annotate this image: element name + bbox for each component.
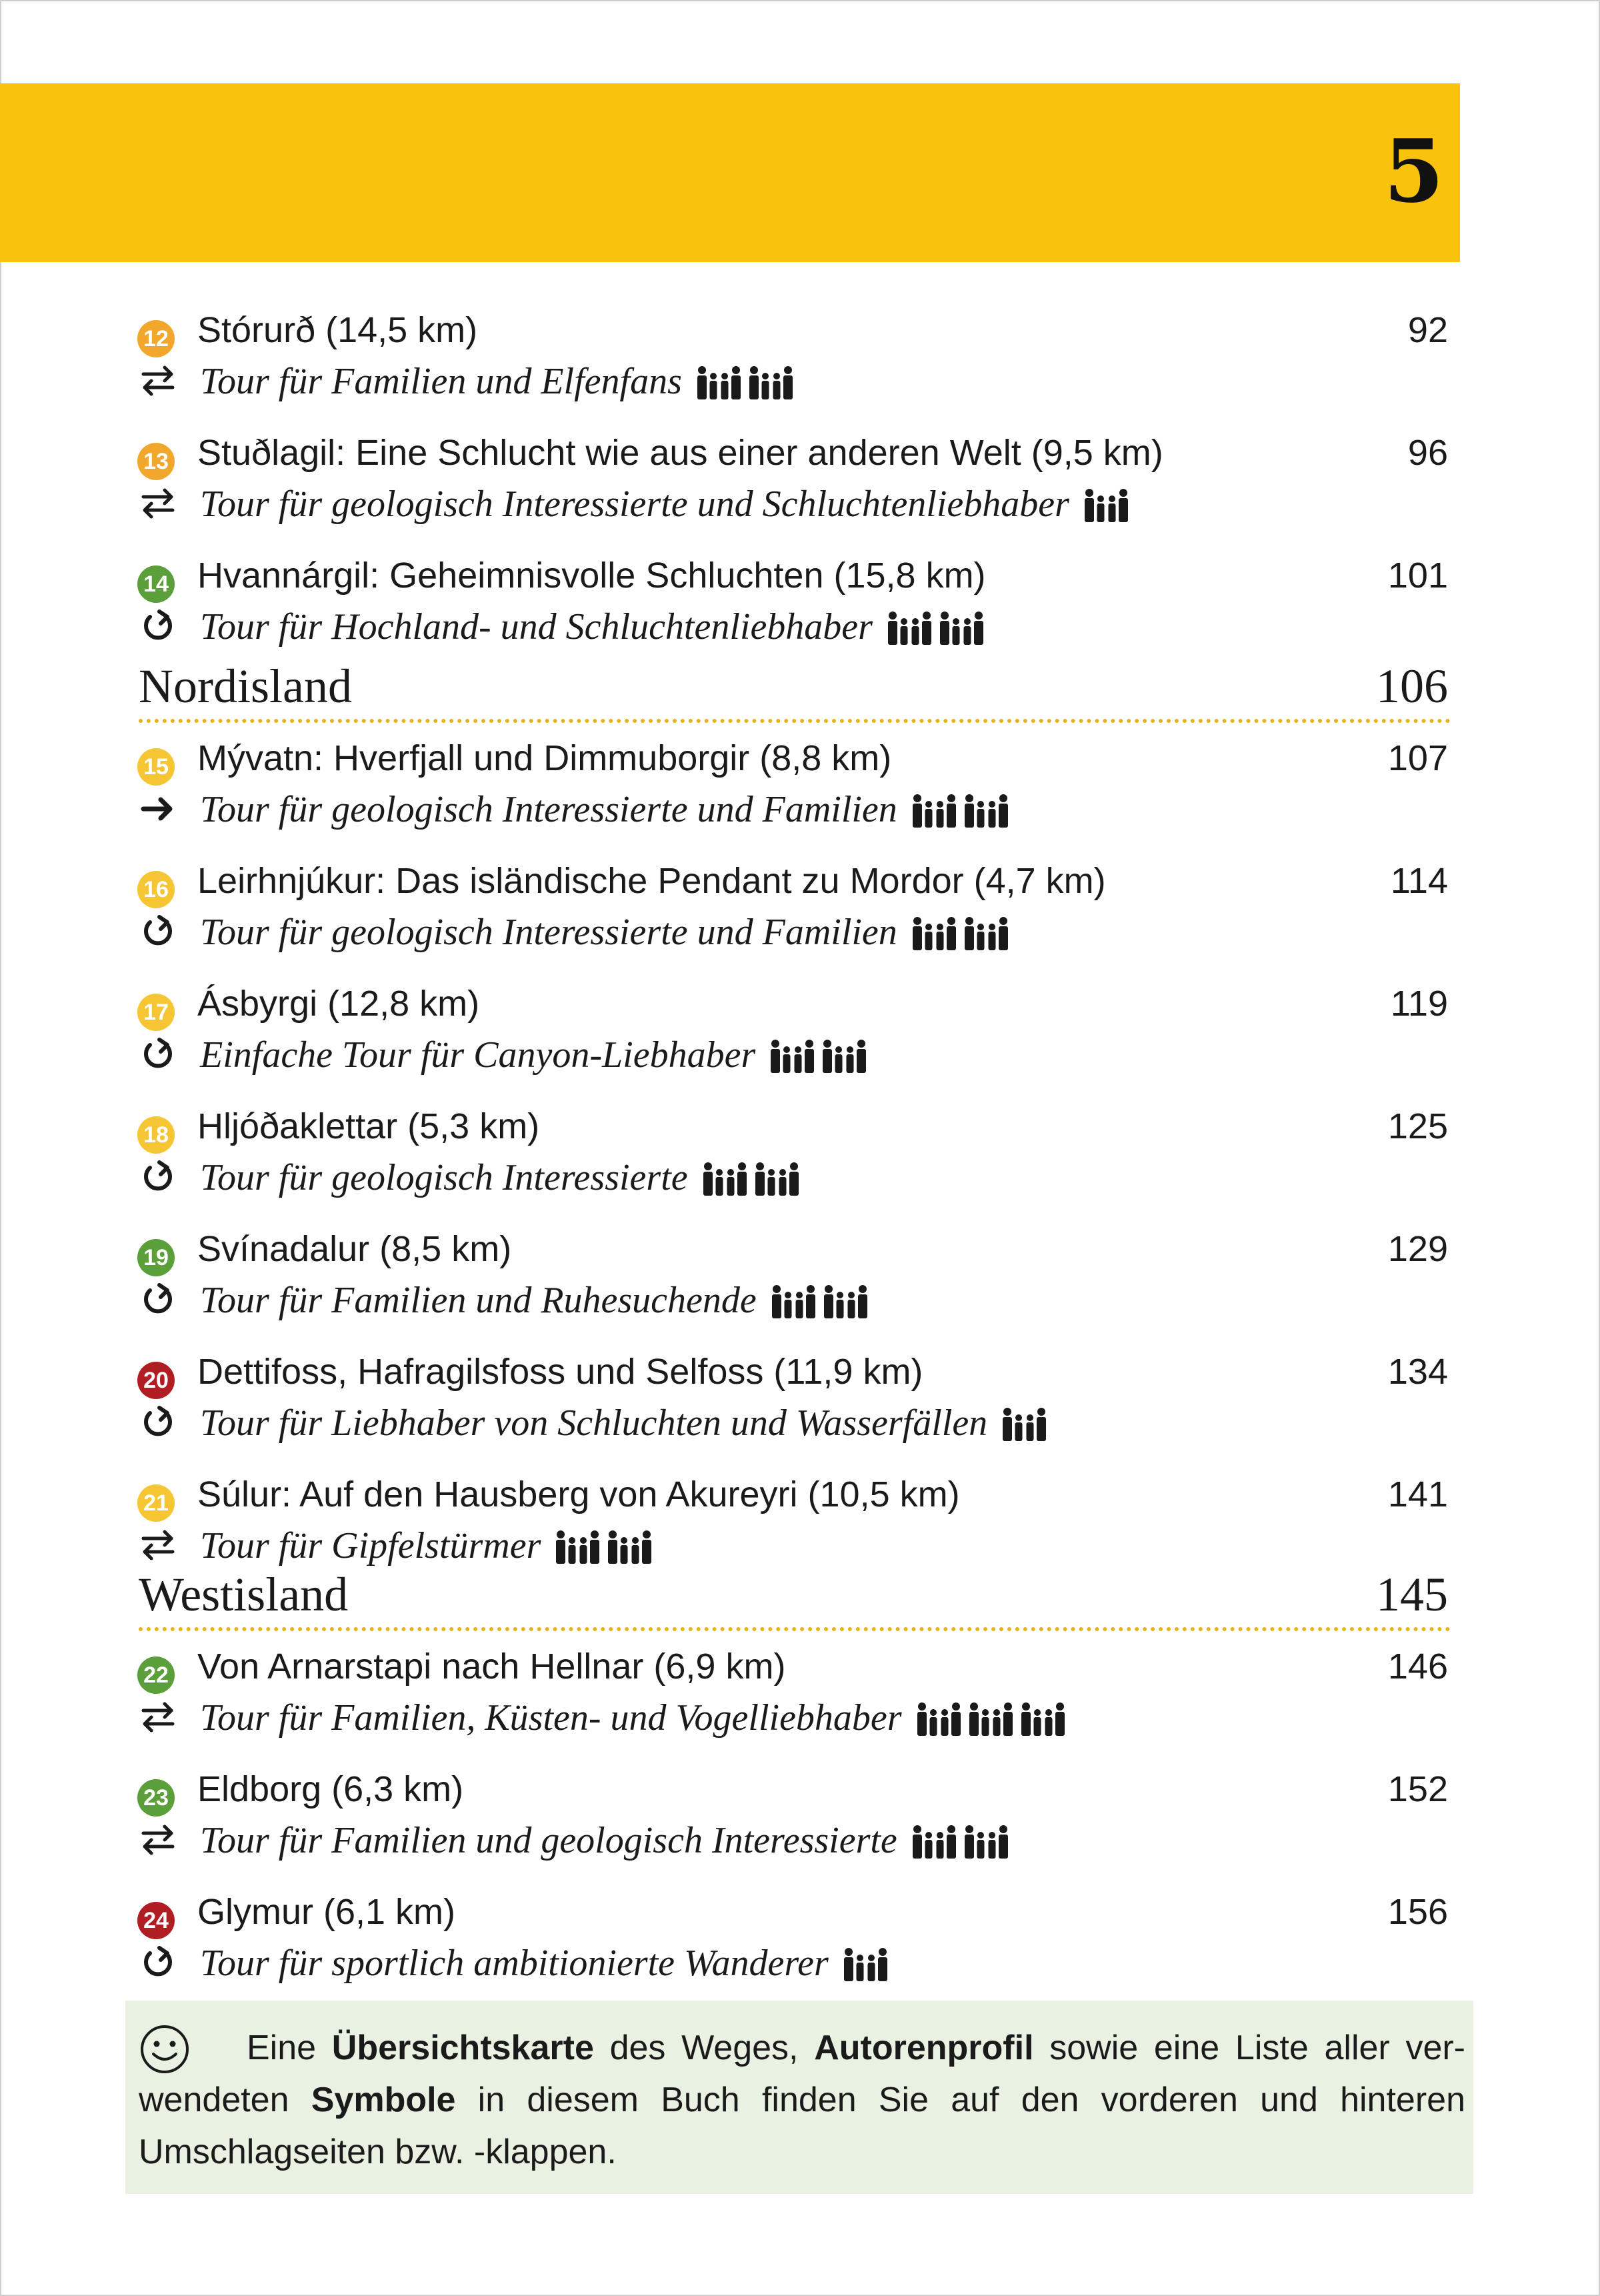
- route-type: [137, 1696, 179, 1738]
- tour-description-line: [200, 1156, 805, 1199]
- note-bold-map: Übersichtskarte: [331, 2029, 594, 2067]
- family-icon: [770, 1282, 818, 1318]
- out-and-back-arrows-icon: [139, 1698, 177, 1736]
- family-rating: [911, 914, 1015, 950]
- tour-title: Hvannárgil: Geheimnisvolle Schluchten (15,8 km): [197, 555, 986, 596]
- out-and-back-arrows-icon: [139, 485, 177, 522]
- family-rating: [915, 1700, 1071, 1736]
- tour-description: Tour für sportlich ambitionierte Wanderer: [200, 1943, 829, 1984]
- tour-description: Tour für Hochland- und Schluchtenliebhaber: [200, 606, 873, 648]
- tour-description-line: [200, 1402, 1053, 1444]
- family-icon: [695, 363, 743, 399]
- tour-title: Leirhnjúkur: Das isländische Pendant zu Mordor (4,7 km): [197, 861, 1106, 901]
- note-text: Eine Übersichtskarte des Weges, Autorenprofil sowie eine Liste aller ver-wendeten Symbole in diesem Buch finden Sie auf den vorderen und hinteren Umschlagseiten bzw. -klappen.: [139, 2029, 1466, 2171]
- family-icon: [821, 1037, 869, 1073]
- family-rating: [769, 1037, 873, 1073]
- tour-title: Von Arnarstapi nach Hellnar (6,9 km): [197, 1646, 786, 1686]
- toc-entry[interactable]: [0, 433, 1600, 556]
- family-icon: [1019, 1700, 1067, 1736]
- family-icon: [769, 1037, 817, 1073]
- tour-title: Dettifoss, Hafragilsfoss und Selfoss (11,9 km): [197, 1352, 923, 1392]
- loop-arrow-icon: [139, 1281, 177, 1318]
- tour-description: Tour für Liebhaber von Schluchten und Wasserfällen: [200, 1402, 988, 1444]
- tour-page-number: 114: [1390, 861, 1448, 901]
- region-heading[interactable]: [139, 1568, 1451, 1631]
- family-rating: [842, 1945, 894, 1981]
- family-rating: [1001, 1405, 1053, 1441]
- route-type: [137, 911, 179, 952]
- family-icon: [967, 1700, 1015, 1736]
- family-icon: [886, 609, 934, 645]
- tour-description-line: [200, 1696, 1071, 1739]
- tour-title: Svínadalur (8,5 km): [197, 1229, 512, 1269]
- page-number: 5: [1383, 120, 1444, 222]
- toc-entry[interactable]: [0, 1106, 1600, 1230]
- tour-description: Tour für Gipfelstürmer: [200, 1525, 541, 1566]
- region-title: Westisland: [139, 1568, 349, 1621]
- family-icon: [842, 1945, 890, 1981]
- tour-description: Tour für geologisch Interessierte und Familien: [200, 789, 897, 830]
- route-type: [137, 483, 179, 524]
- family-icon: [911, 792, 959, 828]
- tour-description: Einfache Tour für Canyon-Liebhaber: [200, 1034, 756, 1076]
- family-rating: [770, 1282, 874, 1318]
- tour-title: Stórurð (14,5 km): [197, 310, 478, 350]
- tour-page-number: 107: [1387, 738, 1448, 778]
- tour-description-line: [200, 1942, 894, 1985]
- family-icon: [606, 1528, 654, 1564]
- family-rating: [695, 363, 799, 399]
- loop-arrow-icon: [139, 1404, 177, 1441]
- route-type: [137, 1156, 179, 1198]
- note-bold-symbols: Symbole: [311, 2081, 456, 2119]
- tour-page-number: 146: [1387, 1646, 1448, 1686]
- family-icon: [822, 1282, 870, 1318]
- out-and-back-arrows-icon: [139, 1821, 177, 1859]
- family-icon: [911, 1823, 959, 1859]
- tour-page-number: 101: [1387, 555, 1448, 596]
- tour-number-badge: 20: [137, 1362, 175, 1399]
- tour-description: Tour für geologisch Interessierte und Schluchtenliebhaber: [200, 483, 1069, 525]
- loop-arrow-icon: [139, 1036, 177, 1073]
- tour-number-badge: 21: [137, 1484, 175, 1522]
- tour-description: Tour für geologisch Interessierte: [200, 1157, 688, 1198]
- toc-entry[interactable]: [0, 1229, 1600, 1352]
- tour-description-line: [200, 788, 1015, 831]
- family-rating: [701, 1160, 805, 1196]
- tour-description: Tour für Familien und geologisch Interessierte: [200, 1820, 897, 1861]
- info-note-box: [125, 2001, 1473, 2194]
- route-type: [137, 1524, 179, 1566]
- tour-title: Glymur (6,1 km): [197, 1892, 456, 1932]
- tour-description-line: [200, 1279, 874, 1322]
- out-and-back-arrows-icon: [139, 362, 177, 399]
- tour-number-badge: 24: [137, 1902, 175, 1939]
- family-icon: [1001, 1405, 1049, 1441]
- tour-description-line: [200, 606, 990, 648]
- tour-description-line: [200, 483, 1135, 525]
- loop-arrow-icon: [139, 1158, 177, 1196]
- tour-description: Tour für Familien und Elfenfans: [200, 361, 682, 402]
- region-page-number: 106: [1376, 660, 1448, 713]
- region-heading[interactable]: [139, 660, 1451, 723]
- one-way-arrow-icon: [139, 790, 177, 828]
- tour-number-badge: 16: [137, 871, 175, 908]
- tour-title: Eldborg (6,3 km): [197, 1769, 464, 1809]
- route-type: [137, 1942, 179, 1983]
- region-title: Nordisland: [139, 660, 352, 713]
- family-icon: [963, 792, 1011, 828]
- family-rating: [911, 1823, 1015, 1859]
- tour-description-line: [200, 360, 799, 403]
- tour-page-number: 119: [1390, 984, 1448, 1024]
- tour-page-number: 92: [1407, 310, 1448, 350]
- route-type: [137, 1279, 179, 1320]
- tour-number-badge: 15: [137, 748, 175, 786]
- toc-entry[interactable]: [0, 1352, 1600, 1475]
- family-icon: [554, 1528, 602, 1564]
- tour-number-badge: 18: [137, 1116, 175, 1154]
- family-rating: [554, 1528, 658, 1564]
- tour-number-badge: 14: [137, 565, 175, 603]
- tour-title: Stuðlagil: Eine Schlucht wie aus einer anderen Welt (9,5 km): [197, 433, 1163, 473]
- family-icon: [747, 363, 795, 399]
- tour-description: Tour für Familien und Ruhesuchende: [200, 1280, 757, 1321]
- tour-page-number: 125: [1387, 1106, 1448, 1146]
- family-icon: [1083, 486, 1131, 522]
- family-rating: [911, 792, 1015, 828]
- loop-arrow-icon: [139, 913, 177, 950]
- out-and-back-arrows-icon: [139, 1526, 177, 1564]
- family-rating: [1083, 486, 1135, 522]
- family-icon: [915, 1700, 963, 1736]
- tour-description: Tour für geologisch Interessierte und Familien: [200, 912, 897, 953]
- tour-number-badge: 22: [137, 1656, 175, 1694]
- tour-title: Hljóðaklettar (5,3 km): [197, 1106, 540, 1146]
- route-type: [137, 1034, 179, 1075]
- route-type: [137, 1402, 179, 1443]
- toc-entry[interactable]: [0, 1646, 1600, 1770]
- family-icon: [753, 1160, 801, 1196]
- tour-number-badge: 13: [137, 443, 175, 480]
- tour-title: Ásbyrgi (12,8 km): [197, 984, 480, 1024]
- tour-title: Súlur: Auf den Hausberg von Akureyri (10,5 km): [197, 1474, 960, 1514]
- tour-description-line: [200, 1524, 658, 1567]
- route-type: [137, 360, 179, 401]
- tour-description: Tour für Familien, Küsten- und Vogelliebhaber: [200, 1697, 902, 1739]
- tour-number-badge: 17: [137, 994, 175, 1031]
- tour-description-line: [200, 911, 1015, 954]
- toc-entry[interactable]: [0, 984, 1600, 1107]
- family-rating: [886, 609, 990, 645]
- tour-title: Mývatn: Hverfjall und Dimmuborgir (8,8 km): [197, 738, 892, 778]
- toc-entry[interactable]: [0, 1892, 1600, 2015]
- tour-number-badge: 19: [137, 1239, 175, 1276]
- tour-page-number: 152: [1387, 1769, 1448, 1809]
- note-bold-profile: Autorenprofil: [814, 2029, 1034, 2067]
- tour-page-number: 134: [1387, 1352, 1448, 1392]
- header-bar: [0, 83, 1460, 262]
- tour-page-number: 156: [1387, 1892, 1448, 1932]
- tour-number-badge: 23: [137, 1779, 175, 1817]
- route-type: [137, 788, 179, 830]
- route-type: [137, 1819, 179, 1861]
- tour-description-line: [200, 1034, 873, 1076]
- toc-entry[interactable]: [0, 738, 1600, 862]
- toc-entry[interactable]: [0, 310, 1600, 433]
- family-icon: [963, 1823, 1011, 1859]
- tour-page-number: 129: [1387, 1229, 1448, 1269]
- tour-page-number: 141: [1387, 1474, 1448, 1514]
- loop-arrow-icon: [139, 1944, 177, 1981]
- tour-description-line: [200, 1819, 1015, 1862]
- region-page-number: 145: [1376, 1568, 1448, 1621]
- route-type: [137, 606, 179, 647]
- family-icon: [938, 609, 986, 645]
- family-icon: [701, 1160, 749, 1196]
- loop-arrow-icon: [139, 608, 177, 645]
- family-icon: [911, 914, 959, 950]
- family-icon: [963, 914, 1011, 950]
- toc-entry[interactable]: [0, 861, 1600, 984]
- tour-page-number: 96: [1407, 433, 1448, 473]
- toc-entry[interactable]: [0, 1769, 1600, 1893]
- tour-number-badge: 12: [137, 320, 175, 357]
